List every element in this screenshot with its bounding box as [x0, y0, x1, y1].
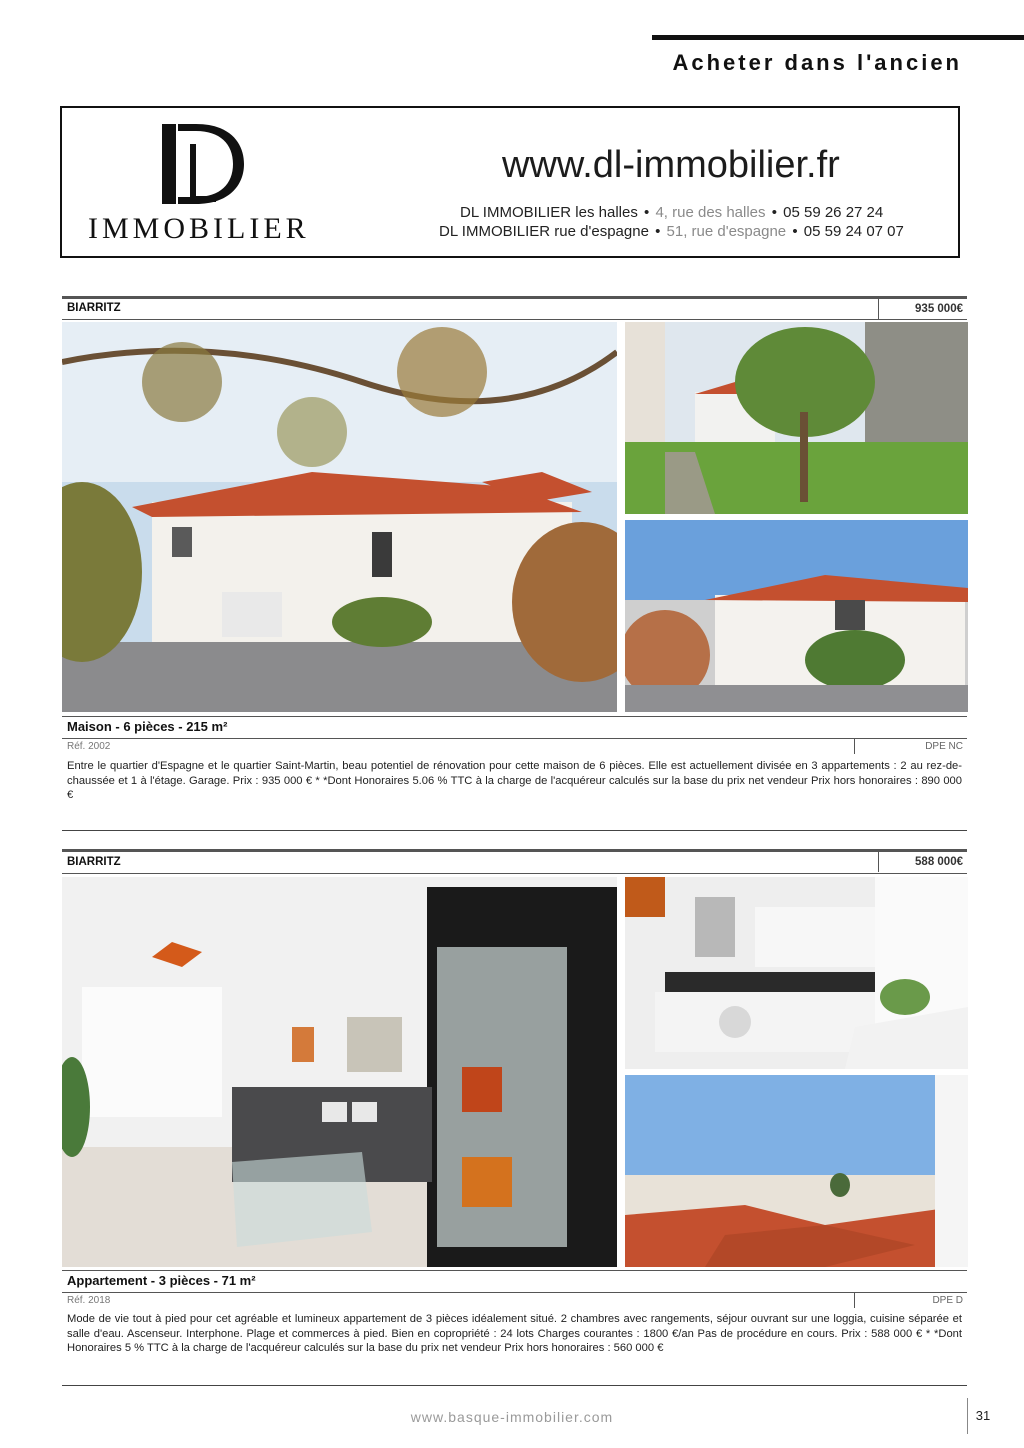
header-rule	[652, 35, 1024, 40]
listing-price: 935 000€	[878, 299, 967, 319]
listing-sub-rule	[62, 873, 967, 874]
listing-price: 588 000€	[878, 852, 967, 872]
listing-city: BIARRITZ	[67, 856, 121, 868]
separator-dot: •	[655, 223, 661, 240]
office-line	[439, 223, 904, 240]
apartment-kitchen-photo[interactable]	[625, 877, 968, 1069]
page-number: 31	[967, 1398, 998, 1434]
listing-description: Entre le quartier d'Espagne et le quartier Saint-Martin, beau potentiel de rénovation pour cette maison de 6 pièces. Elle est actuellement divisée en 3 appartements : 2 au rez-de-chaussée et 1 à l'étage. Garage. Prix : 935 000 € * *Dont Honoraires 5.06 % TTC à la charge de l'acquéreur calculés sur la base du prix net vendeur Prix hors honoraires : 890 000 €	[67, 760, 962, 801]
apartment-living-photo[interactable]	[62, 877, 617, 1267]
agency-logo-name: IMMOBILIER	[88, 212, 310, 245]
listing-dpe: DPE D	[854, 1293, 967, 1308]
office-name: DL IMMOBILIER rue d'espagne	[439, 223, 649, 240]
house-main-photo[interactable]	[62, 322, 617, 712]
agency-banner	[60, 106, 960, 258]
office-phone: 05 59 26 27 24	[783, 204, 884, 221]
apartment-view-photo[interactable]	[625, 1075, 968, 1267]
listing-sub-rule	[62, 1270, 967, 1271]
separator-dot: •	[792, 223, 798, 240]
listing-end-rule	[62, 1385, 967, 1386]
house-street-photo[interactable]	[625, 520, 968, 712]
listing-end-rule	[62, 830, 967, 831]
listing-ref: Réf. 2002	[67, 741, 111, 752]
section-title: Acheter dans l'ancien	[672, 50, 962, 75]
listing-sub-rule	[62, 319, 967, 320]
house-garden-photo[interactable]	[625, 322, 968, 514]
listing-title: Appartement - 3 pièces - 71 m²	[67, 1273, 256, 1288]
listing-sub-rule	[62, 1292, 967, 1293]
office-address: 4, rue des halles	[655, 204, 766, 221]
listing-sub-rule	[62, 738, 967, 739]
listing-city: BIARRITZ	[67, 302, 121, 314]
footer-website[interactable]: www.basque-immobilier.com	[410, 1409, 614, 1425]
listing-ref: Réf. 2018	[67, 1295, 111, 1306]
agency-logo	[156, 122, 246, 208]
agency-website[interactable]: www.dl-immobilier.fr	[502, 144, 840, 186]
listing-top-rule	[62, 296, 967, 299]
listing-description: Mode de vie tout à pied pour cet agréable et lumineux appartement de 3 pièces idéalement situé. 2 chambres avec rangements, séjour ouvrant sur une loggia, cuisine séparée et salle d'eau. Ascenseur. Interphone. Plage et commerces à pied. Bien en copropriété : 24 lots Charges courantes : 1800 €/an Pas de procédure en cours. Prix : 588 000 € * *Dont Honoraires 5 % TTC à la charge de l'acquéreur calculés sur la base du prix net vendeur Prix hors honoraires : 560 000 €	[67, 1313, 962, 1354]
office-phone: 05 59 24 07 07	[803, 223, 904, 240]
listing-top-rule	[62, 849, 967, 852]
listing-dpe: DPE NC	[854, 739, 967, 754]
listing-title: Maison - 6 pièces - 215 m²	[67, 719, 228, 734]
office-name: DL IMMOBILIER les halles	[460, 204, 638, 221]
separator-dot: •	[771, 204, 777, 221]
separator-dot: •	[644, 204, 650, 221]
office-line	[460, 204, 883, 221]
office-address: 51, rue d'espagne	[666, 223, 787, 240]
listing-sub-rule	[62, 716, 967, 717]
